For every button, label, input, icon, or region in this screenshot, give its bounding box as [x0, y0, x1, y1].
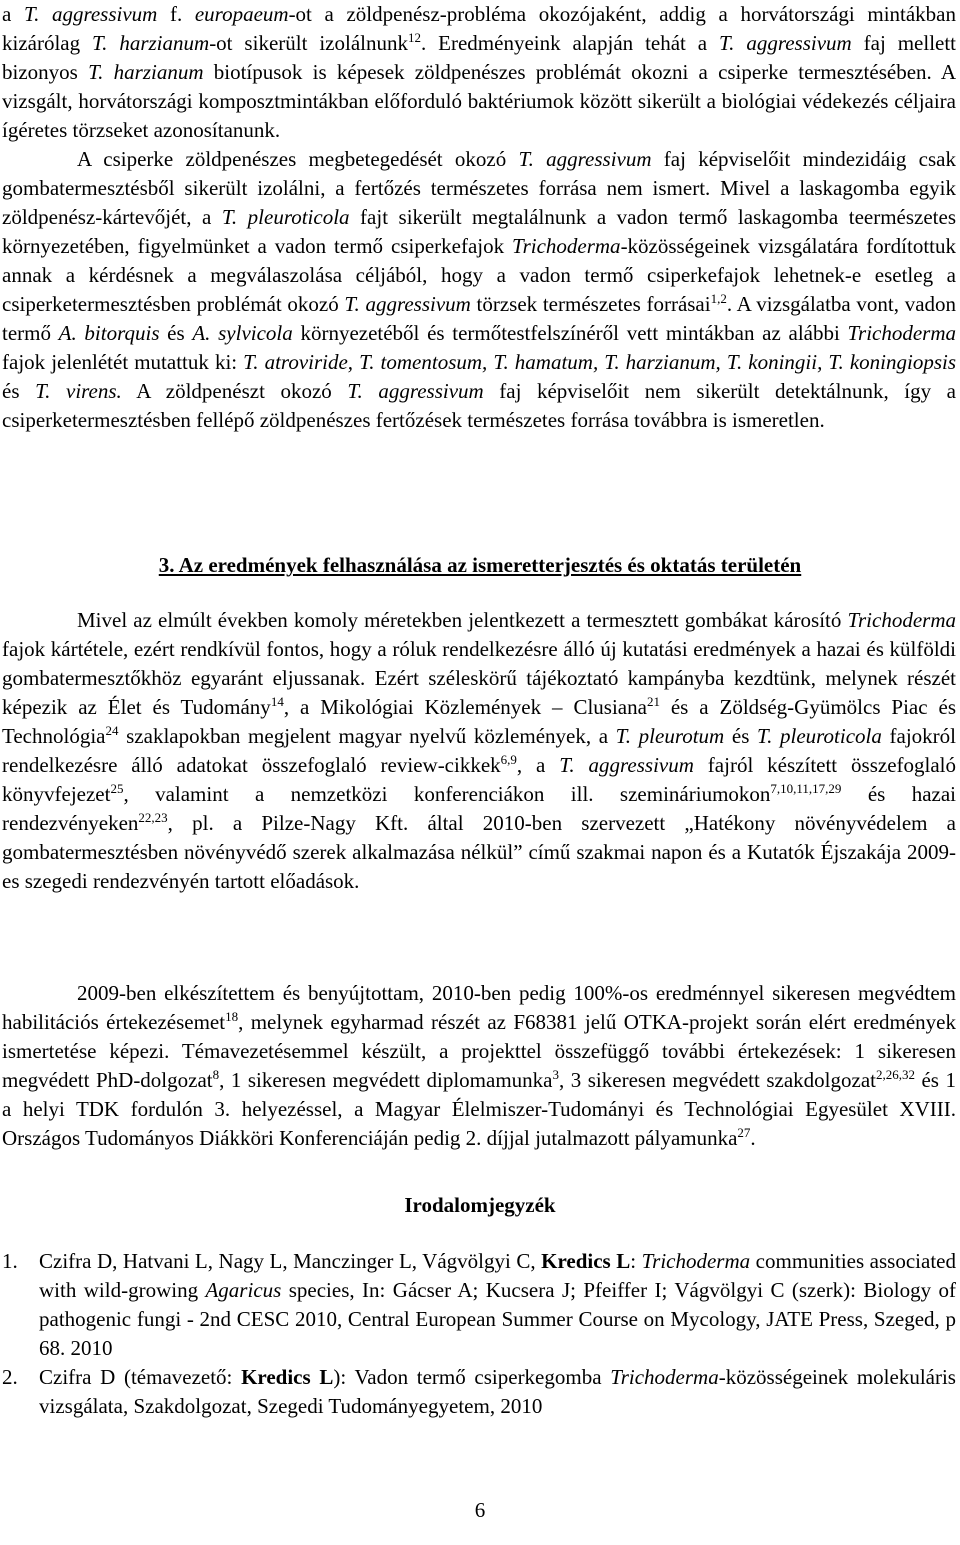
intro-section [2, 0, 956, 435]
reference-item [2, 1363, 956, 1421]
text-run: a [2, 2, 24, 26]
reference-text [39, 1365, 956, 1418]
italic-text: A. bitorquis [58, 321, 160, 345]
text-run: Czifra D (témavezető: [39, 1365, 242, 1389]
citation-superscript: 18 [225, 1009, 239, 1024]
paragraph [2, 979, 956, 1153]
text-run: -közösségeinek molekuláris vizsgálata, Szakdolgozat, Szegedi Tudományegyetem, 2010 [39, 1365, 956, 1418]
citation-superscript: 8 [212, 1067, 220, 1082]
reference-text [39, 1249, 956, 1360]
italic-text: Trichoderma [512, 234, 621, 258]
text-run: communities associated with wild-growing [39, 1249, 956, 1302]
citation-superscript: 1,2 [710, 291, 727, 306]
italic-text: T. aggressivum [719, 31, 852, 55]
italic-text: T. harzianum [88, 60, 204, 84]
text-run: fajról készített összefoglaló könyvfejezet [2, 753, 957, 806]
text-run: , valamint a nemzetközi konferenciákon ill. szemináriumokon [123, 782, 771, 806]
italic-text: A. sylvicola [192, 321, 293, 345]
text-run: -közösségeinek vizsgálatára fordítottuk annak a kérdésnek a megválaszolása céljából, hogy a vadon termő csiperkefajok lehetnek-e esetleg a csiperketermesztésben problémát okozó [2, 234, 956, 316]
text-run: , 3 sikeresen megvédett szakdolgozat [558, 1068, 876, 1092]
italic-text: T. aggressivum [518, 147, 652, 171]
text-run: . A vizsgálatba vont, vadon termő [2, 292, 957, 345]
italic-text: Trichoderma [847, 321, 957, 345]
text-run: -ot sikerült izolálnunk [209, 31, 408, 55]
italic-text: T. harzianum [92, 31, 210, 55]
text-run: Czifra D, Hatvani L, Nagy L, Manczinger L, Vágvölgyi C, [39, 1249, 542, 1273]
references-list [2, 1247, 956, 1421]
italic-text: T. aggressivum [347, 379, 484, 403]
italic-text: Trichoderma [641, 1249, 751, 1273]
text-run: 2009-ben elkészítettem és benyújtottam, 2010-ben pedig 100%-os eredménnyel sikeresen megvédtem habilitációs értekezésemet [2, 981, 956, 1034]
text-run: -ot a zöldpenész-probléma okozójaként, addig a horvátországi mintákban kizárólag [2, 2, 957, 55]
text-run: f. [157, 2, 195, 26]
text-run: faj mellett bizonyos [2, 31, 957, 84]
italic-text: T. pleuroticola [221, 205, 350, 229]
text-run: , a [516, 753, 560, 777]
section-body [2, 606, 956, 896]
text-run: és [159, 321, 193, 345]
text-run: és 1 a helyi TDK fordulón 3. helyezéssel, a Magyar Élelmiszer-Tudományi és Technológiai Egyesület XVIII. Országos Tudományos Diákköri Konferenciáján pedig 2. díjjal jutalmazott pályamunka [2, 1068, 956, 1150]
text-run: szaklapokban megjelent magyar nyelvű közlemények, a [118, 724, 616, 748]
text-run: fajok jelenlétét mutattuk ki: [2, 350, 244, 374]
section-body-continued [2, 979, 956, 1153]
citation-superscript: 27 [737, 1125, 751, 1140]
text-run: és [2, 379, 36, 403]
italic-text: T. pleurotum [615, 724, 725, 748]
paragraph [2, 0, 956, 145]
text-run: fajok kártétele, ezért rendkívül fontos, hogy a róluk rendelkezésre álló új kutatási eredmények a hazai és külföldi gombatermesztőkhöz egyaránt eljussanak. Ezért széleskörű tájékoztató kampányba kezdtünk, melynek részét képezik az Élet és Tudomány [2, 637, 956, 719]
text-run: : [630, 1249, 642, 1273]
citation-superscript: 2,26,32 [875, 1067, 915, 1082]
text-run: , 1 sikeresen megvédett diplomamunka [219, 1068, 553, 1092]
citation-superscript: 12 [407, 30, 421, 45]
text-run: faj képviselőit nem sikerült detektálnunk, így a csiperketermesztésben fellépő zöldpenészes fertőzések természetes forrása továbbra is ismeretlen. [2, 379, 956, 432]
text-run: faj képviselőit mindezidáig csak gombatermesztésből sikerült izolálni, a fertőzés természetes forrása nem ismert. Mivel a laskagomba egyik zöldpenész-kártevőjét, a [2, 147, 956, 229]
reference-number: 1. [2, 1249, 18, 1273]
text-run: , a Mikológiai Közlemények – Clusiana [283, 695, 647, 719]
paragraph [2, 606, 956, 896]
paragraph [2, 145, 956, 435]
section-heading: 3. Az eredmények felhasználása az ismeretterjesztés és oktatás területén [158, 553, 802, 577]
citation-superscript: 24 [105, 723, 119, 738]
italic-text: Trichoderma [610, 1365, 719, 1389]
citation-superscript: 6,9 [500, 752, 517, 767]
bold-text: Kredics L [241, 1365, 334, 1389]
italic-text: T. atroviride, T. tomentosum, T. hamatum, T. harzianum, T. koningii, T. koningiopsis [243, 350, 956, 374]
text-run: , pl. a Pilze-Nagy Kft. által 2010-ben szervezett „Hatékony növényvédelem a gombatermesztésben növényvédő szerek alkalmazása nélkül” című szakmai napon és a Kutatók Éjszakája 2009-es szegedi rendezvényén tartott előadások. [2, 811, 956, 893]
citation-superscript: 22,23 [138, 810, 168, 825]
text-run: és hazai rendezvényeken [2, 782, 956, 835]
reference-number: 2. [2, 1365, 18, 1389]
text-run: fajt sikerült megtalálnunk a vadon termő laskagomba teermészetes környezetében, figyelmünket a vadon termő csiperkefajok [2, 205, 956, 258]
text-run: ): Vadon termő csiperkegomba [333, 1365, 611, 1389]
text-run: törzsek természetes forrásai [470, 292, 711, 316]
italic-text: Agaricus [205, 1278, 282, 1302]
text-run: környezetéből és termőtestfelszínéről vett mintákban az alábbi [292, 321, 848, 345]
bold-text: Kredics L [541, 1249, 631, 1273]
text-run: Mivel az elmúlt években komoly méretekben jelentkezett a termesztett gombákat károsító [77, 608, 848, 632]
citation-superscript: 3 [552, 1067, 559, 1082]
text-run: biotípusok is képesek zöldpenészes problémát okozni a csiperke termesztésében. A vizsgált, horvátországi komposztmintákban előforduló baktériumok között sikerült a biológiai védekezés céljaira ígéretes törzseket azonosítanunk. [2, 60, 957, 142]
italic-text: T. aggressivum [559, 753, 694, 777]
text-run: és a Zöldség-Gyümölcs Piac és Technológia [2, 695, 956, 748]
page-number: 6 [474, 1498, 486, 1522]
italic-text: T. aggressivum [344, 292, 471, 316]
citation-superscript: 21 [646, 694, 660, 709]
reference-item [2, 1247, 956, 1363]
citation-superscript: 7,10,11,17,29 [770, 781, 842, 796]
text-run: , melynek egyharmad részét az F68381 jelű OTKA-projekt során elért eredmények ismertetése képezi. Témavezetésemmel készült, a projekttel összefüggő további értekezések: 1 sikeresen megvédett PhD-dolgozat [2, 1010, 956, 1092]
text-run: és [724, 724, 757, 748]
text-run: . [750, 1126, 756, 1150]
text-run: species, In: Gácser A; Kucsera J; Pfeiffer I; Vágvölgyi C (szerk): Biology of pathogenic fungi - 2nd CESC 2010, Central European Summer Course on Mycology, JATE Press, Szeged, p 68. 2010 [39, 1278, 956, 1360]
italic-text: Trichoderma [847, 608, 956, 632]
italic-text: T. virens. [35, 379, 122, 403]
text-run: A csiperke zöldpenészes megbetegedését okozó [77, 147, 519, 171]
italic-text: T. aggressivum [23, 2, 158, 26]
citation-superscript: 14 [270, 694, 284, 709]
citation-superscript: 25 [110, 781, 124, 796]
italic-text: T. pleuroticola [757, 724, 882, 748]
references-heading: Irodalomjegyzék [404, 1193, 556, 1217]
text-run: . Eredményeink alapján tehát a [420, 31, 720, 55]
italic-text: europaeum [194, 2, 289, 26]
text-run: A zöldpenészt okozó [121, 379, 348, 403]
text-run: fajokról rendelkezésre álló adatokat összefoglaló review-cikkek [2, 724, 956, 777]
